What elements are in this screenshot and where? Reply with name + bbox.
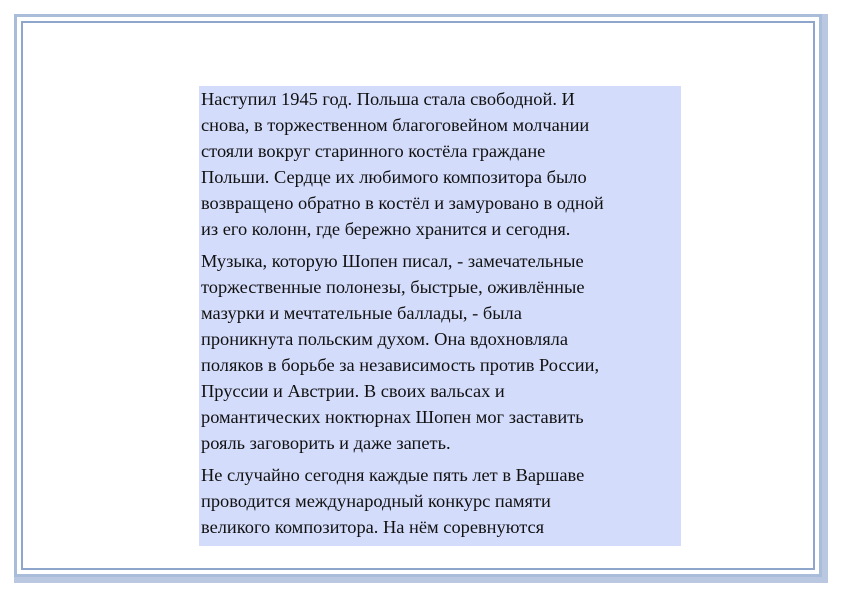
frame-shadow-right bbox=[822, 14, 828, 580]
frame-shadow-bottom bbox=[14, 577, 828, 583]
paragraph-chopin-music: Музыка, которую Шопен писал, - замечательные торжественные полонезы, быстрые, оживлённые мазурки и мечтательные баллады, - была проникнута польским духом. Она вдохновляла поляков в борьбе за независимость против России, Пруссии и Австрии. В своих вальсах и романтических ноктюрнах Шопен мог заставить рояль заговорить и даже запеть. bbox=[201, 251, 600, 453]
text-box bbox=[199, 86, 681, 546]
paragraph-liberation: Наступил 1945 год. Польша стала свободной. И снова, в торжественном благоговейном молчании стояли вокруг старинного костёла граждане Польши. Сердце их любимого композитора было возвращено обратно в костёл и замуровано в одной из его колонн, где бережно хранится и сегодня. bbox=[201, 89, 604, 239]
paragraph-competition: Не случайно сегодня каждые пять лет в Варшаве проводится международный конкурс памяти великого композитора. На нём соревнуются bbox=[201, 465, 585, 537]
